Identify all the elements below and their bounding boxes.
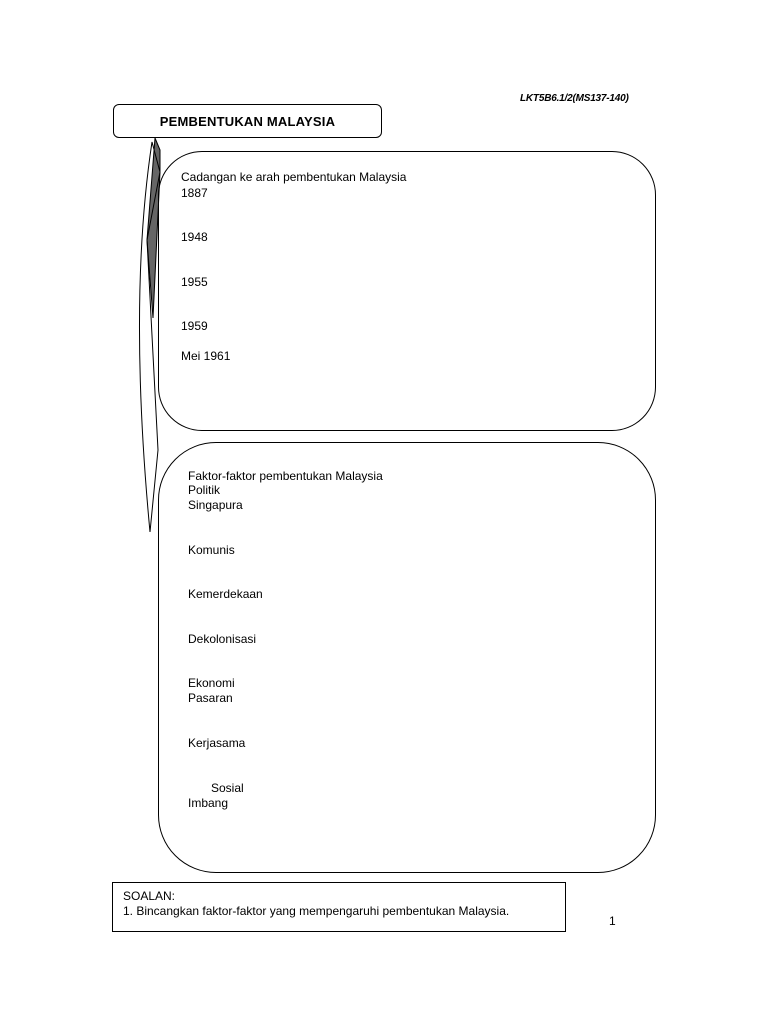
page-number: 1	[609, 914, 616, 928]
factor-item: Kerjasama	[188, 736, 246, 750]
factor-item: Pasaran	[188, 691, 233, 705]
factor-item: Dekolonisasi	[188, 632, 257, 646]
page-title: PEMBENTUKAN MALAYSIA	[159, 113, 336, 129]
question-box	[112, 882, 566, 932]
proposal-year: 1959	[181, 319, 208, 333]
proposals-heading: Cadangan ke arah pembentukan Malaysia	[181, 170, 407, 184]
document-reference: LKT5B6.1/2(MS137-140)	[520, 93, 629, 104]
factors-panel	[158, 442, 656, 873]
proposals-panel	[158, 151, 656, 431]
question-label: SOALAN:	[123, 889, 176, 903]
proposal-year: 1955	[181, 275, 208, 289]
factor-item: Kemerdekaan	[188, 587, 263, 601]
factor-item: Komunis	[188, 543, 235, 557]
title-box	[113, 104, 382, 138]
factor-item: Politik	[188, 483, 221, 497]
proposal-year: 1887	[181, 186, 208, 200]
factor-item: Singapura	[188, 498, 243, 512]
question-text: 1. Bincangkan faktor-faktor yang mempengaruhi pembentukan Malaysia.	[123, 904, 510, 918]
proposal-year: Mei 1961	[181, 349, 231, 363]
factors-heading: Faktor-faktor pembentukan Malaysia	[188, 469, 383, 483]
factor-item: Ekonomi	[188, 676, 235, 690]
factor-item: Sosial	[211, 781, 244, 795]
callout-tail-lower	[139, 142, 160, 532]
proposal-year: 1948	[181, 230, 208, 244]
factor-item: Imbang	[188, 796, 229, 810]
